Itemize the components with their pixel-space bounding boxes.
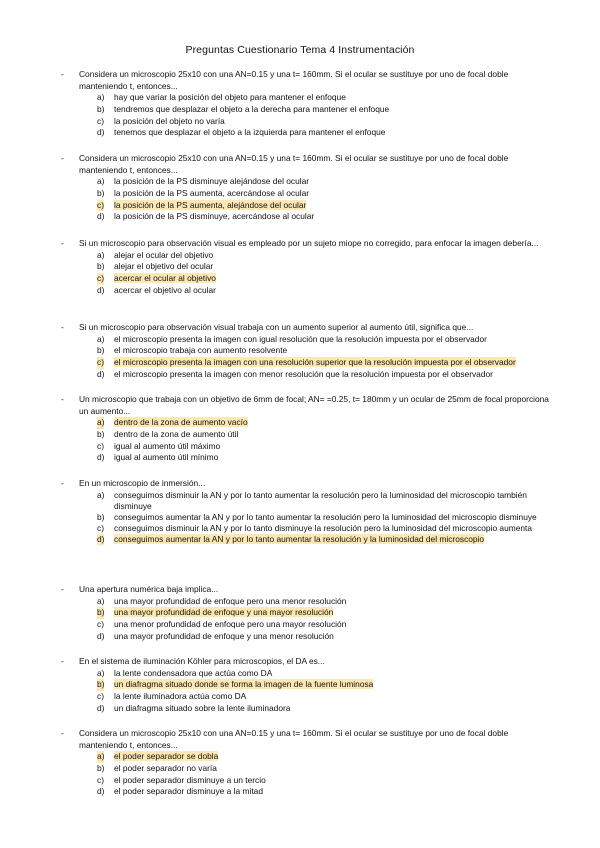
option-letter: b) [97, 607, 105, 618]
option [0, 691, 600, 703]
bullet-dash: - [61, 322, 64, 332]
question [0, 584, 600, 643]
option-letter: a) [97, 249, 105, 260]
option [0, 334, 600, 346]
option-letter: d) [97, 786, 105, 797]
option-text: alejar el ocular del objetivo [114, 249, 214, 260]
option [0, 619, 600, 631]
question-text: En el sistema de iluminación Köhler para microscopios, el DA es... [79, 656, 325, 666]
option-text: una mayor profundidad de enfoque y una mayor resolución [114, 607, 334, 618]
option-letter: d) [97, 284, 105, 295]
option-text: la posición de la PS disminuye, acercándose al ocular [114, 211, 315, 222]
option-letter: d) [97, 368, 105, 379]
option-text: hay que variar la posición del objeto para mantener el enfoque [114, 92, 346, 102]
option-text: la posición del objeto no varía [114, 115, 225, 126]
question [0, 153, 600, 223]
option-letter: b) [97, 511, 105, 522]
option [0, 668, 600, 680]
option [0, 441, 600, 453]
question-text: Considera un microscopio 25x10 con una AN=0.15 y una t= 160mm. Si el ocular se sustituye por uno de focal doble manteniendo t, entonces... [79, 153, 509, 175]
option [0, 512, 600, 523]
option-letter: d) [97, 630, 105, 641]
option-letter: c) [97, 691, 104, 702]
option-letter: c) [97, 440, 104, 451]
option-text: la posición de la PS aumenta, alejándose del ocular [114, 199, 307, 210]
option-letter: a) [97, 417, 105, 427]
bullet-dash: - [61, 728, 64, 738]
option-text: el poder separador disminuye a un tercio [114, 774, 266, 785]
option [0, 261, 600, 273]
option-letter: d) [97, 702, 105, 713]
option-highlighted [0, 200, 600, 212]
option-text: un diafragma situado donde se forma la imagen de la fuente luminosa [114, 679, 374, 690]
option-text: conseguimos disminuir la AN y por lo tanto disminuye la resolución pero la luminosidad del microscopio aumenta [114, 522, 533, 533]
bullet-dash: - [61, 478, 64, 488]
option [0, 176, 600, 188]
option-text: igual al aumento útil máximo [114, 440, 221, 451]
option-text: la posición de la PS disminuye alejándose del ocular [114, 176, 310, 186]
option-highlighted [0, 751, 600, 763]
option-letter: d) [97, 211, 105, 222]
option-text: el poder separador disminuye a la mitad [114, 786, 263, 797]
option-letter: a) [97, 489, 105, 500]
option-text: tenemos que desplazar el objeto a la izquierda para mantener el enfoque [114, 127, 386, 138]
option [0, 703, 600, 715]
option [0, 631, 600, 643]
option-text: el poder separador se dobla [114, 751, 219, 761]
option-text: el microscopio presenta la imagen con una resolución superior que la resolución impuesta por el observador [114, 357, 516, 368]
option-text: conseguimos disminuir la AN y por lo tanto aumentar la resolución pero la luminosidad del microscopio también disminuye [114, 489, 527, 511]
question-text: En un microscopio de inmersión... [79, 478, 206, 488]
bullet-dash: - [61, 394, 64, 404]
option-letter: b) [97, 261, 105, 272]
option [0, 285, 600, 297]
option-letter: b) [97, 345, 105, 356]
option [0, 369, 600, 381]
option-text: conseguimos aumentar la AN y por lo tanto aumentar la resolución pero la luminosidad del microscopio disminuye [114, 511, 537, 522]
option-text: dentro de la zona de aumento vacío [114, 417, 248, 427]
option-highlighted [0, 273, 600, 285]
option-letter: b) [97, 103, 105, 114]
option-text: conseguimos aumentar la AN y por lo tanto aumentar la resolución y la luminosidad del microscopio [114, 533, 485, 544]
option-text: acercar el objetivo al ocular [114, 284, 216, 295]
option-text: una menor profundidad de enfoque pero una mayor resolución [114, 619, 347, 630]
question [0, 69, 600, 139]
option-highlighted [0, 607, 600, 619]
option-highlighted [0, 357, 600, 369]
question-text: Considera un microscopio 25x10 con una AN=0.15 y una t= 160mm. Si el ocular se sustituye por uno de focal doble manteniendo t, entonces... [79, 728, 509, 750]
question-text: Considera un microscopio 25x10 con una AN=0.15 y una t= 160mm. Si el ocular se sustituye por uno de focal doble manteniendo t, entonces... [79, 69, 509, 91]
option [0, 188, 600, 200]
question-text: Si un microscopio para observación visual trabaja con un aumento superior al aumento útil, significa que... [79, 322, 474, 332]
option-text: una mayor profundidad de enfoque pero una menor resolución [114, 595, 347, 606]
option [0, 786, 600, 798]
question [0, 394, 600, 464]
bullet-dash: - [61, 69, 64, 79]
option-letter: b) [97, 679, 105, 690]
question [0, 478, 600, 545]
option-letter: a) [97, 751, 105, 761]
option-text: dentro de la zona de aumento útil [114, 428, 239, 439]
option-text: un diafragma situado sobre la lente iluminadora [114, 702, 291, 713]
option-text: la lente condensadora que actúa como DA [114, 667, 273, 678]
question [0, 656, 600, 715]
option-letter: d) [97, 452, 105, 463]
option-text: tendremos que desplazar el objeto a la derecha para mantener el enfoque [114, 103, 390, 114]
question [0, 238, 600, 297]
option-letter: c) [97, 619, 104, 630]
option [0, 596, 600, 608]
option-letter: b) [97, 762, 105, 773]
bullet-dash: - [61, 584, 64, 594]
option-letter: a) [97, 595, 105, 606]
option-letter: a) [97, 667, 105, 678]
option-letter: c) [97, 357, 104, 368]
option-letter: b) [97, 428, 105, 439]
option-text: el microscopio presenta la imagen con menor resolución que la resolución impuesta por el observador [114, 368, 493, 379]
option [0, 127, 600, 139]
option [0, 775, 600, 787]
option-letter: b) [97, 187, 105, 198]
option-letter: a) [97, 92, 105, 102]
option [0, 104, 600, 116]
option [0, 429, 600, 441]
option [0, 92, 600, 104]
option-text: una mayor profundidad de enfoque y una menor resolución [114, 630, 334, 641]
option [0, 345, 600, 357]
option-letter: c) [97, 522, 104, 533]
question-text: Un microscopio que trabaja con un objetivo de 6mm de focal; AN= =0.25, t= 180mm y un ocular de 25mm de focal proporciona un aumento... [79, 394, 549, 416]
option-text: el poder separador no varía [114, 762, 217, 773]
question-text: Si un microscopio para observación visual es empleado por un sujeto miope no corregido, para enfocar la imagen debería... [79, 238, 539, 248]
question [0, 322, 600, 381]
option-highlighted [0, 417, 600, 429]
bullet-dash: - [61, 153, 64, 163]
option [0, 763, 600, 775]
option-text: alejar el objetivo del ocular [114, 261, 214, 272]
option [0, 211, 600, 223]
option-letter: d) [97, 127, 105, 138]
option-letter: c) [97, 774, 104, 785]
page-title: Preguntas Cuestionario Tema 4 Instrumentación [185, 44, 415, 56]
option-text: el microscopio presenta la imagen con igual resolución que la resolución impuesta por el observador [114, 333, 487, 344]
option [0, 490, 600, 512]
bullet-dash: - [61, 238, 64, 248]
option-text: acercar el ocular al objetivo [114, 273, 216, 284]
option-letter: c) [97, 199, 104, 210]
option-text: igual al aumento útil mínimo [114, 452, 219, 463]
option [0, 523, 600, 534]
option [0, 452, 600, 464]
option-letter: a) [97, 333, 105, 344]
option-highlighted [0, 679, 600, 691]
option-letter: c) [97, 115, 104, 126]
option-letter: c) [97, 273, 104, 284]
option-highlighted [0, 534, 600, 546]
question [0, 728, 600, 798]
option-text: el microscopio trabaja con aumento resolvente [114, 345, 288, 356]
option-letter: a) [97, 176, 105, 186]
question-text: Una apertura numérica baja implica... [79, 584, 219, 594]
option-letter: d) [97, 533, 105, 544]
option-text: la lente iluminadora actúa como DA [114, 691, 247, 702]
option-text: la posición de la PS aumenta, acercándose al ocular [114, 187, 310, 198]
option [0, 250, 600, 262]
bullet-dash: - [61, 656, 64, 666]
option [0, 116, 600, 128]
